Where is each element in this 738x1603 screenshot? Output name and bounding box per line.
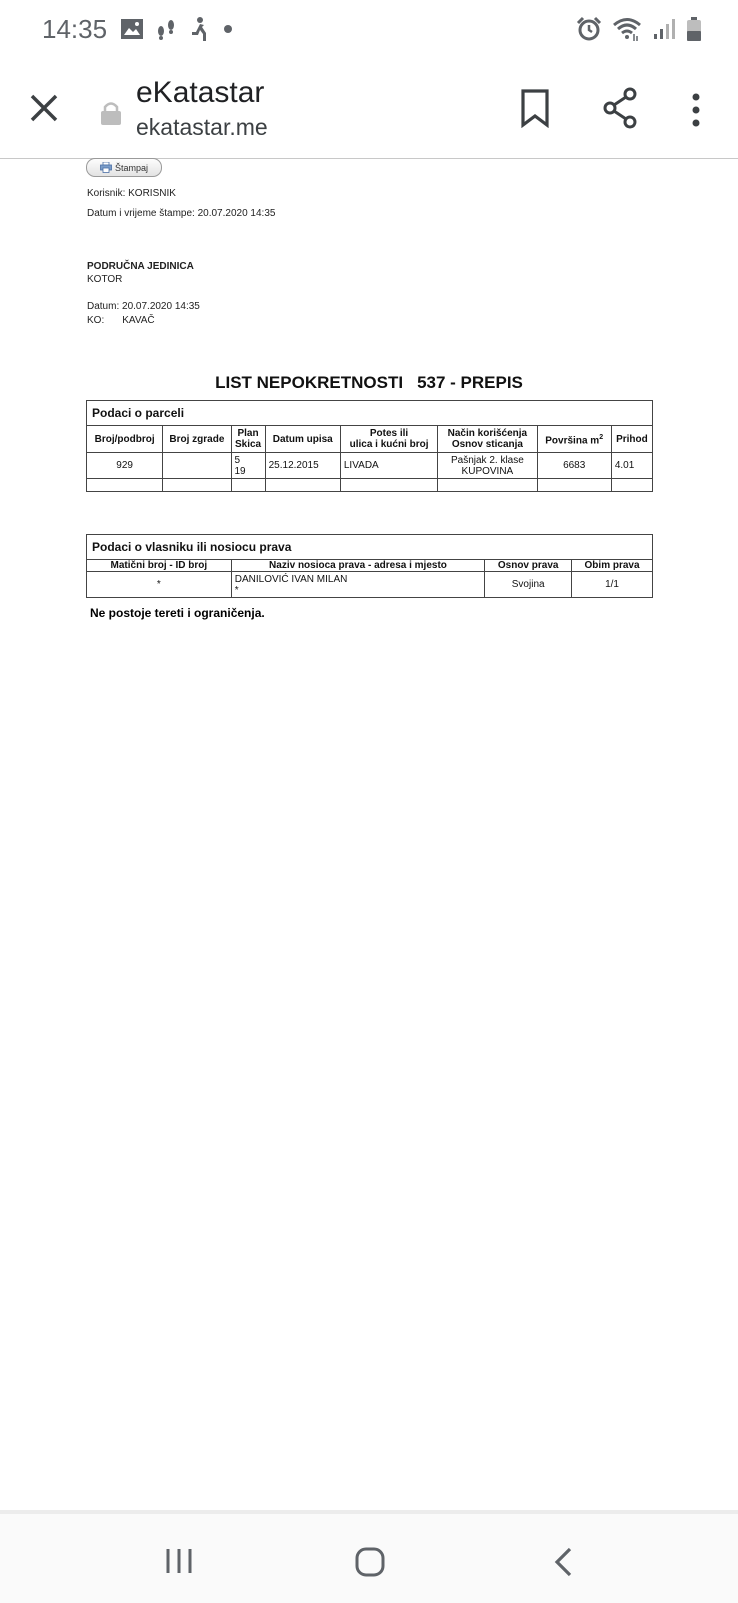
col-plan: Plan Skica <box>231 426 265 453</box>
image-icon <box>120 18 144 40</box>
bookmark-icon[interactable] <box>518 88 552 128</box>
cell-broj: 929 <box>87 453 163 479</box>
walking-icon <box>188 16 212 42</box>
cell-obim: 1/1 <box>572 572 653 598</box>
recents-icon[interactable] <box>164 1546 194 1576</box>
close-icon[interactable] <box>28 92 60 124</box>
col-potes: Potes ili ulica i kućni broj <box>340 426 437 453</box>
owner-header-row <box>87 560 653 572</box>
col-povrsina: Površina $m^2$ <box>537 426 611 453</box>
dot-icon <box>222 23 234 35</box>
cell-povrsina: 6683 <box>537 453 611 479</box>
unit-value: KOTOR <box>87 274 123 285</box>
col-nacin: Način korišćenja Osnov sticanja <box>438 426 537 453</box>
system-icons <box>576 14 702 44</box>
document-title-number: 537 - PREPIS <box>417 373 523 392</box>
cell-zgrade <box>163 453 231 479</box>
table-row-empty <box>87 479 653 492</box>
document-title <box>0 373 738 393</box>
owner-table <box>86 534 653 598</box>
ko-label: KO: <box>87 315 105 326</box>
print-button-label: Štampaj <box>114 162 149 173</box>
ko-line <box>87 315 155 326</box>
parcel-table <box>86 400 653 492</box>
cell-potes: LIVADA <box>340 453 437 479</box>
col-broj: Broj/podbroj <box>87 426 163 453</box>
more-menu-icon[interactable] <box>684 90 708 130</box>
table-row <box>87 453 653 479</box>
navigation-bar <box>0 1510 738 1603</box>
document-title-main: LIST NEPOKRETNOSTI <box>215 373 404 392</box>
unit-label: PODRUČNA JEDINICA <box>87 261 194 272</box>
battery-icon <box>686 16 702 42</box>
cell-maticni: * <box>87 572 232 598</box>
owner-section-title: Podaci o vlasniku ili nosiocu prava <box>87 535 653 560</box>
cell-naziv: DANILOVIĆ IVAN MILAN * <box>231 572 485 598</box>
table-row <box>87 572 653 598</box>
col-datum: Datum upisa <box>265 426 340 453</box>
cell-datum: 25.12.2015 <box>265 453 340 479</box>
status-bar <box>0 0 738 58</box>
cell-nacin: Pašnjak 2. klase KUPOVINA <box>438 453 537 479</box>
col-maticni: Matični broj - ID broj <box>87 560 232 572</box>
printer-icon <box>100 162 112 173</box>
signal-icon <box>652 17 676 41</box>
col-naziv: Naziv nosioca prava - adresa i mjesto <box>231 560 485 572</box>
cell-prihod: 4.01 <box>611 453 652 479</box>
cell-osnov: Svojina <box>485 572 572 598</box>
cell-plan: 5 19 <box>231 453 265 479</box>
parcel-section-title: Podaci o parceli <box>87 401 653 426</box>
share-icon[interactable] <box>600 86 640 130</box>
print-date-line: Datum i vrijeme štampe: 20.07.2020 14:35 <box>87 208 276 219</box>
home-icon[interactable] <box>354 1546 386 1578</box>
col-prihod: Prihod <box>611 426 652 453</box>
user-line: Korisnik: KORISNIK <box>87 188 176 199</box>
col-zgrade: Broj zgrade <box>163 426 231 453</box>
alarm-icon <box>576 16 602 42</box>
print-button[interactable] <box>86 158 162 177</box>
browser-toolbar <box>0 58 738 159</box>
parcel-header-row <box>87 426 653 453</box>
encumbrance-note: Ne postoje tereti i ograničenja. <box>90 606 265 620</box>
lock-icon[interactable] <box>100 100 122 126</box>
back-icon[interactable] <box>552 1546 576 1578</box>
notification-icons <box>120 14 234 44</box>
col-osnov: Osnov prava <box>485 560 572 572</box>
date-line: Datum: 20.07.2020 14:35 <box>87 301 200 312</box>
page-title: eKatastar <box>136 76 265 109</box>
footprints-icon <box>154 17 178 41</box>
col-obim: Obim prava <box>572 560 653 572</box>
wifi-icon <box>612 16 642 42</box>
page-url: ekatastar.me <box>136 114 268 140</box>
status-time: 14:35 <box>42 14 108 44</box>
ko-value: KAVAČ <box>122 315 155 326</box>
